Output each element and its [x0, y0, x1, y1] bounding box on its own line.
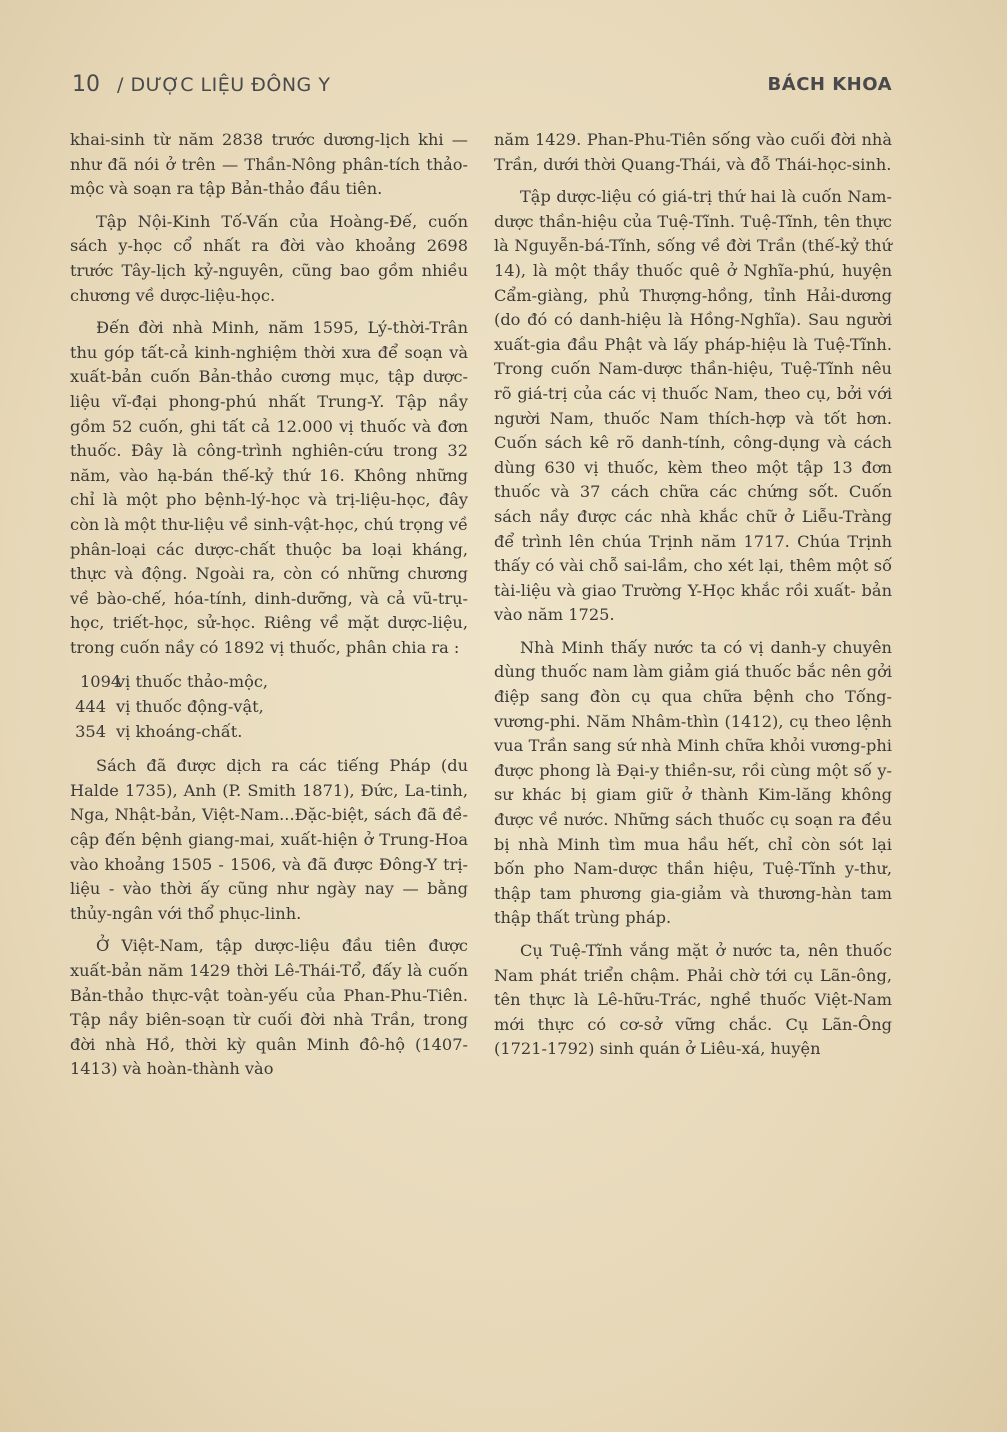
herb-count-list [70, 670, 468, 744]
right-column [494, 128, 892, 1062]
paragraph: Ở Việt-Nam, tập dược-liệu đầu tiên được xuất-bản năm 1429 thời Lê-Thái-Tổ, đấy là cuốn Bản-thảo thực-vật toàn-yếu của Phan-Phu-Tiên. Tập nầy biên-soạn từ cuối đời nhà Trần, trong đời nhà Hồ, thời kỳ quân Minh đô-hộ (1407-1413) và hoàn-thành vào [70, 936, 468, 1079]
list-number: 1094 [80, 672, 122, 692]
paragraph: Tập Nội-Kinh Tố-Vấn của Hoàng-Đế, cuốn sách y-học cổ nhất ra đời vào khoảng 2698 trước Tây-lịch kỷ-nguyên, cũng bao gồm nhiều chương về dược-liệu-học. [70, 211, 468, 305]
page-header [72, 72, 892, 104]
list-item [80, 670, 468, 695]
list-label: vị khoáng-chất. [116, 721, 243, 741]
page-number: 10 [72, 72, 100, 97]
paragraph: khai-sinh từ năm 2838 trước dương-lịch khi — như đã nói ở trên — Thần-Nông phân-tích thảo-mộc và soạn ra tập Bản-thảo đầu tiên. [70, 130, 468, 199]
running-title: / DƯỢC LIỆU ĐÔNG Y [117, 74, 331, 96]
list-label: vị thuốc động-vật, [116, 697, 264, 717]
paragraph: năm 1429. Phan-Phu-Tiên sống vào cuối đời nhà Trần, dưới thời Quang-Thái, và đỗ Thái-học-sinh. [494, 130, 892, 174]
list-item [70, 720, 468, 745]
left-column [70, 128, 468, 1082]
list-item [70, 695, 468, 720]
list-number: 354 [75, 721, 106, 741]
list-label: vị thuốc thảo-mộc, [116, 672, 269, 692]
paragraph: Đến đời nhà Minh, năm 1595, Lý-thời-Trân thu góp tất-cả kinh-nghiệm thời xưa để soạn và xuất-bản cuốn Bản-thảo cương mục, tập dược-liệu vĩ-đại phong-phú nhất Trung-Y. Tập nầy gồm 52 cuốn, ghi tất cả 12.000 vị thuốc và đơn thuốc. Đây là công-trình nghiên-cứu trong 32 năm, vào hạ-bán thế-kỷ thứ 16. Không những chỉ là một pho bệnh-lý-học và trị-liệu-học, đây còn là một thư-liệu về sinh-vật-học, chú trọng về phân-loại các dược-chất thuộc ba loại kháng, thực và động. Ngoài ra, còn có những chương về bào-chế, hóa-tính, dinh-dưỡng, và cả vũ-trụ-học, triết-học, sử-học. Riêng về mặt dược-liệu, trong cuốn nầy có 1892 vị thuốc, phân chia ra : [70, 318, 468, 657]
magazine-title: BÁCH KHOA [767, 74, 892, 95]
paragraph: Tập dược-liệu có giá-trị thứ hai là cuốn Nam-dược thần-hiệu của Tuệ-Tĩnh. Tuệ-Tĩnh, tên thực là Nguyễn-bá-Tĩnh, sống về đời Trần (thế-kỷ thứ 14), là một thầy thuốc quê ở Nghĩa-phú, huyện Cẩm-giàng, phủ Thượng-hồng, tỉnh Hải-dương (do đó có danh-hiệu là Hồng-Nghĩa). Sau người xuất-gia đầu Phật và lấy pháp-hiệu là Tuệ-Tĩnh. Trong cuốn Nam-dược thần-hiệu, Tuệ-Tĩnh nêu rõ giá-trị của các vị thuốc Nam, theo cụ, bởi với người Nam, thuốc Nam thích-hợp và tốt hơn. Cuốn sách kê rõ danh-tính, công-dụng và cách dùng 630 vị thuốc, kèm theo một tập 13 đơn thuốc và 37 cách chữa các chứng sốt. Cuốn sách nầy được các nhà khắc chữ ở Liễu-Tràng để trình lên chúa Trịnh năm 1717. Chúa Trịnh thấy có vài chỗ sai-lầm, cho xét lại, thêm một số tài-liệu và giao Trường Y-Học khắc rồi xuất- bản vào năm 1725. [494, 187, 892, 625]
list-number: 444 [75, 697, 106, 717]
paragraph: Nhà Minh thấy nước ta có vị danh-y chuyên dùng thuốc nam làm giảm giá thuốc bắc nên gởi điệp sang đòn cụ qua chữa bệnh cho Tống-vương-phi. Năm Nhâm-thìn (1412), cụ theo lệnh vua Trần sang sứ nhà Minh chữa khỏi vương-phi được phong là Đại-y thiền-sư, rồi cùng một số y-sư khác bị giam giữ ở thành Kim-lăng không được về nước. Những sách thuốc cụ soạn ra đều bị nhà Minh tìm mua hầu hết, chỉ còn sót lại bốn pho Nam-dược thần hiệu, Tuệ-Tĩnh y-thư, thập tam phương gia-giảm và thương-hàn tam thập thất trùng pháp. [494, 637, 892, 928]
paragraph: Cụ Tuệ-Tĩnh vắng mặt ở nước ta, nên thuốc Nam phát triển chậm. Phải chờ tới cụ Lãn-ông, tên thực là Lê-hữu-Trác, nghề thuốc Việt-Nam mới thực có cơ-sở vững chắc. Cụ Lãn-Ông (1721-1792) sinh quán ở Liêu-xá, huyện [494, 941, 892, 1059]
paragraph: Sách đã được dịch ra các tiếng Pháp (du Halde 1735), Anh (P. Smith 1871), Đức, La-tinh, Nga, Nhật-bản, Việt-Nam...Đặc-biệt, sách đã đề-cập đến bệnh giang-mai, xuất-hiện ở Trung-Hoa vào khoảng 1505 - 1506, và đã được Đông-Y trị-liệu - vào thời ấy cũng như ngày nay — bằng thủy-ngân với thổ phục-linh. [70, 756, 468, 923]
